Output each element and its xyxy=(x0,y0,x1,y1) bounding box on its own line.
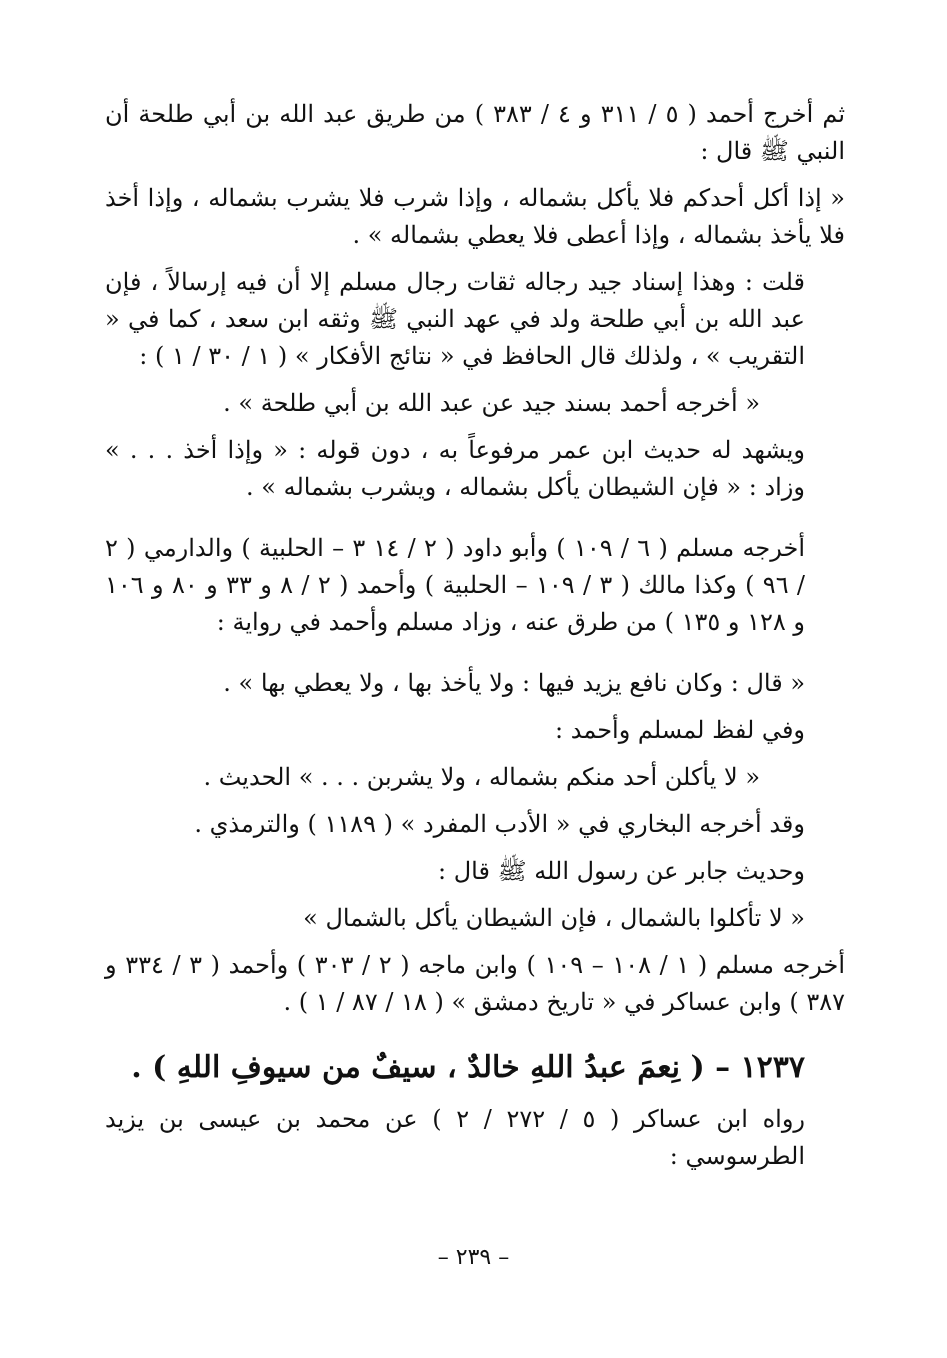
paragraph-6: وقد أخرجه البخاري في « الأدب المفرد » ( ١١٨٩ ) والترمذي . xyxy=(194,810,805,838)
quote-2: « أخرجه أحمد بسند جيد عن عبد الله بن أبي طلحة » . xyxy=(223,389,760,417)
paragraph-4: أخرجه مسلم ( ٦ / ١٠٩ ) وأبو داود ( ٢ / ١٤ ٣ – الحلبية ) والدارمي ( ٢ / ٩٦ ) وكذا مالك ( ٣ / ١٠٩ – الحلبية ) وأحمد ( ٢ / ٨ و ٣٣ و ٨٠ و ١٠٦ و ١٢٨ و ١٣٥ ) من طرق عنه ، وزاد مسلم وأحمد في رواية : xyxy=(105,534,806,636)
hadith-heading: ١٢٣٧ – ( نِعمَ عبدُ اللهِ خالدٌ ، سيفٌ من سيوفِ اللهِ ) . xyxy=(131,1050,805,1085)
paragraph-3: ويشهد له حديث ابن عمر مرفوعاً به ، دون قوله : « وإذا أخذ . . . » وزاد : « فإن الشيطان يأكل بشماله ، ويشرب بشماله » . xyxy=(105,436,805,501)
page-number: – ٢٣٩ – xyxy=(437,1245,510,1270)
quote-3: « قال : وكان نافع يزيد فيها : ولا يأخذ بها ، ولا يعطي بها » . xyxy=(223,669,805,697)
quote-5: « لا تأكلوا بالشمال ، فإن الشيطان يأكل بالشمال » xyxy=(303,904,805,932)
quote-4: « لا يأكلن أحد منكم بشماله ، ولا يشربن . . . » الحديث . xyxy=(203,763,760,791)
paragraph-1: ثم أخرج أحمد ( ٥ / ٣١١ و ٤ / ٣٨٣ ) من طريق عبد الله بن أبي طلحة أن النبي ﷺ قال : xyxy=(105,100,846,165)
paragraph-5: وفي لفظ لمسلم وأحمد : xyxy=(555,716,805,744)
quote-1: « إذا أكل أحدكم فلا يأكل بشماله ، وإذا شرب فلا يشرب بشماله ، وإذا أخذ فلا يأخذ بشماله ، وإذا أعطى فلا يعطي بشماله » . xyxy=(105,184,845,249)
paragraph-9: رواه ابن عساكر ( ٥ / ٢٧٢ / ٢ ) عن محمد بن عيسى بن يزيد الطرسوسي : xyxy=(105,1105,806,1170)
paragraph-8: أخرجه مسلم ( ١ / ١٠٨ – ١٠٩ ) وابن ماجه ( ٢ / ٣٠٣ ) وأحمد ( ٣ / ٣٣٤ و ٣٨٧ ) وابن عساكر في « تاريخ دمشق » ( ١٨ / ٨٧ / ١ ) . xyxy=(105,951,846,1016)
paragraph-7: وحديث جابر عن رسول الله ﷺ قال : xyxy=(438,857,805,885)
page-body xyxy=(105,96,845,1185)
paragraph-2: قلت : وهذا إسناد جيد رجاله ثقات رجال مسلم إلا أن فيه إرسالاً ، فإن عبد الله بن أبي طلحة ولد في عهد النبي ﷺ وثقه ابن سعد ، كما في « التقريب » ، ولذلك قال الحافظ في « نتائج الأفكار » ( ١ / ٣٠ / ١ ) : xyxy=(105,268,805,370)
